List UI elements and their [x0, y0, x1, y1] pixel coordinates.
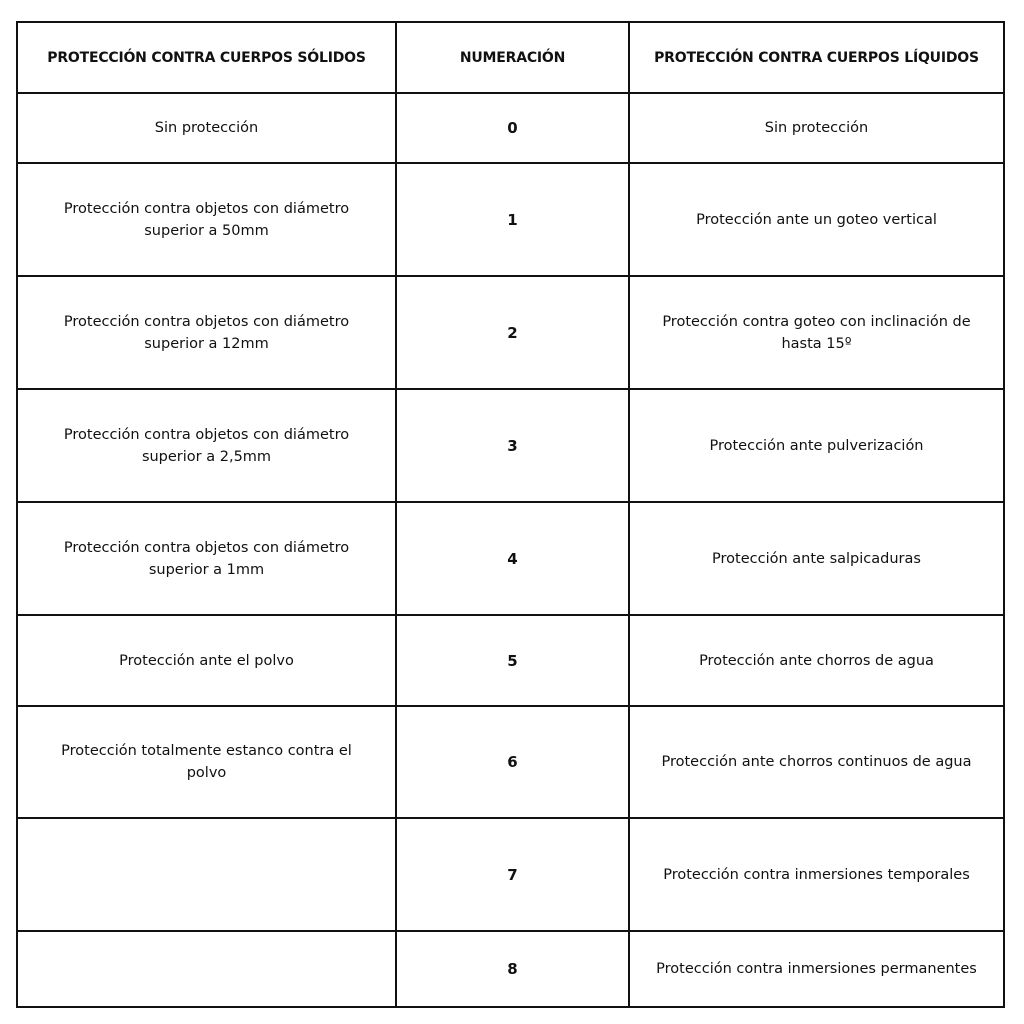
- cell-liquids: Protección ante pulverización: [629, 389, 1004, 502]
- cell-liquids: Sin protección: [629, 93, 1004, 163]
- table-row: [17, 818, 1004, 931]
- ip-protection-table: [16, 21, 1005, 1008]
- cell-number: 8: [396, 931, 629, 1007]
- table-row: [17, 389, 1004, 502]
- table-row: [17, 615, 1004, 706]
- cell-solids: Protección contra objetos con diámetro superior a 12mm: [17, 276, 396, 389]
- header-number: NUMERACIÓN: [396, 22, 629, 93]
- table-row: [17, 276, 1004, 389]
- cell-number: 0: [396, 93, 629, 163]
- table-row: [17, 931, 1004, 1007]
- header-row: [17, 22, 1004, 93]
- cell-solids: Protección contra objetos con diámetro superior a 2,5mm: [17, 389, 396, 502]
- cell-number: 4: [396, 502, 629, 615]
- cell-liquids: Protección ante un goteo vertical: [629, 163, 1004, 276]
- cell-liquids: Protección contra goteo con inclinación de hasta 15º: [629, 276, 1004, 389]
- cell-liquids: Protección ante chorros continuos de agua: [629, 706, 1004, 818]
- cell-number: 1: [396, 163, 629, 276]
- cell-liquids: Protección contra inmersiones permanentes: [629, 931, 1004, 1007]
- cell-number: 3: [396, 389, 629, 502]
- cell-liquids: Protección ante salpicaduras: [629, 502, 1004, 615]
- header-solids: PROTECCIÓN CONTRA CUERPOS SÓLIDOS: [17, 22, 396, 93]
- cell-solids: Protección contra objetos con diámetro superior a 50mm: [17, 163, 396, 276]
- cell-number: 5: [396, 615, 629, 706]
- cell-solids: Protección ante el polvo: [17, 615, 396, 706]
- header-liquids: PROTECCIÓN CONTRA CUERPOS LÍQUIDOS: [629, 22, 1004, 93]
- cell-solids: Protección contra objetos con diámetro superior a 1mm: [17, 502, 396, 615]
- cell-liquids: Protección contra inmersiones temporales: [629, 818, 1004, 931]
- cell-liquids: Protección ante chorros de agua: [629, 615, 1004, 706]
- cell-solids: [17, 931, 396, 1007]
- cell-number: 2: [396, 276, 629, 389]
- cell-solids: Protección totalmente estanco contra el polvo: [17, 706, 396, 818]
- cell-number: 6: [396, 706, 629, 818]
- table-row: [17, 163, 1004, 276]
- table-row: [17, 706, 1004, 818]
- cell-solids: [17, 818, 396, 931]
- cell-solids: Sin protección: [17, 93, 396, 163]
- table-row: [17, 502, 1004, 615]
- table-row: [17, 93, 1004, 163]
- cell-number: 7: [396, 818, 629, 931]
